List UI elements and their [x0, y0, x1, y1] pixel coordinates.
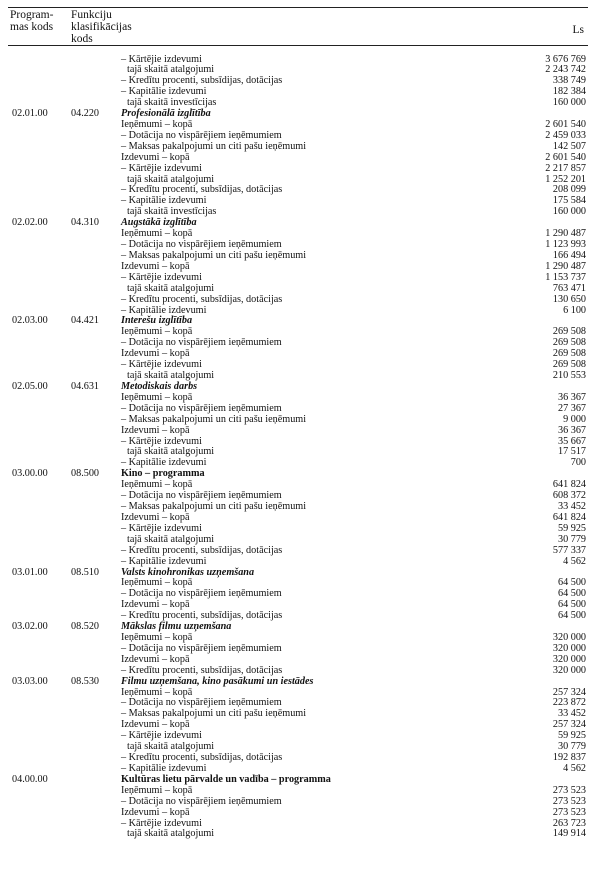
- section-row: [0, 218, 600, 229]
- table-row: [0, 284, 600, 295]
- row-label: Ieņēmumi – kopā: [121, 577, 193, 589]
- row-label: Profesionālā izglītība: [121, 108, 211, 120]
- row-label: – Dotācija no vispārējiem ieņēmumiem: [121, 795, 282, 807]
- table-row: [0, 797, 600, 808]
- section-row: [0, 109, 600, 120]
- row-label: Izdevumi – kopā: [121, 260, 190, 272]
- row-label: – Kapitālie izdevumi: [121, 304, 207, 316]
- row-value: 2 601 540: [545, 151, 586, 163]
- row-label: tajā skaitā atalgojumi: [127, 741, 215, 753]
- row-value: 6 100: [563, 304, 586, 316]
- row-label: Ieņēmumi – kopā: [121, 631, 193, 643]
- row-value: 263 723: [552, 817, 586, 829]
- row-value: 608 372: [552, 490, 586, 502]
- row-value: 320 000: [552, 631, 586, 643]
- table-row: [0, 196, 600, 207]
- table-row: [0, 829, 600, 840]
- row-label: – Dotācija no vispārējiem ieņēmumiem: [121, 490, 282, 502]
- header-rule: [8, 45, 588, 46]
- section-row: [0, 622, 600, 633]
- row-label: Kultūras lietu pārvalde un vadība – programma: [121, 773, 331, 785]
- function-code: 08.510: [71, 566, 100, 578]
- row-value: 130 650: [552, 293, 586, 305]
- row-label: – Kapitālie izdevumi: [121, 195, 207, 207]
- row-value: 2 243 742: [545, 64, 586, 76]
- table-row: [0, 349, 600, 360]
- program-code: 02.01.00: [12, 108, 48, 120]
- function-code: 04.421: [71, 315, 100, 327]
- table-row: [0, 644, 600, 655]
- row-value: 223 872: [552, 697, 586, 709]
- row-value: 59 925: [557, 730, 586, 742]
- header-currency: Ls: [572, 24, 584, 36]
- row-value: 192 837: [552, 752, 586, 764]
- row-value: 1 153 737: [545, 271, 586, 283]
- table-row: [0, 546, 600, 557]
- row-label: – Kārtējie izdevumi: [121, 271, 202, 283]
- row-value: 64 500: [557, 588, 586, 600]
- row-value: 269 508: [552, 359, 586, 371]
- row-label: – Maksas pakalpojumi un citi pašu ieņēmumi: [121, 140, 307, 152]
- header-function-code-line1: Funkciju: [71, 9, 112, 21]
- row-label: Ieņēmumi – kopā: [121, 686, 193, 698]
- table-row: [0, 480, 600, 491]
- row-label: Izdevumi – kopā: [121, 151, 190, 163]
- row-label: – Kredītu procenti, subsīdijas, dotācijas: [121, 664, 283, 676]
- row-label: – Kārtējie izdevumi: [121, 359, 202, 371]
- table-row: [0, 251, 600, 262]
- row-label: Filmu uzņemšana, kino pasākumi un iestādes: [121, 675, 314, 687]
- row-value: 269 508: [552, 348, 586, 360]
- row-value: 142 507: [552, 140, 586, 152]
- table-row: [0, 273, 600, 284]
- row-label: – Kredītu procenti, subsīdijas, dotācijas: [121, 75, 283, 87]
- table-row: [0, 819, 600, 830]
- row-label: Metodiskais darbs: [121, 380, 198, 392]
- table-row: [0, 557, 600, 568]
- row-value: 59 925: [557, 522, 586, 534]
- table-row: [0, 731, 600, 742]
- row-label: – Kārtējie izdevumi: [121, 53, 202, 65]
- row-label: – Kapitālie izdevumi: [121, 762, 207, 774]
- row-label: tajā skaitā atalgojumi: [127, 282, 215, 294]
- table-row: [0, 360, 600, 371]
- header-function-code-line2: klasifikācijas: [71, 21, 132, 33]
- program-code: 02.03.00: [12, 315, 48, 327]
- row-label: – Maksas pakalpojumi un citi pašu ieņēmumi: [121, 501, 307, 512]
- table-row: [0, 502, 600, 513]
- row-value: 641 824: [552, 479, 586, 491]
- row-label: Valsts kinohronikas uzņemšana: [121, 566, 255, 578]
- row-label: – Kredītu procenti, subsīdijas, dotācijas: [121, 544, 283, 556]
- function-code: 04.631: [71, 380, 100, 392]
- table-row: [0, 808, 600, 819]
- section-row: [0, 677, 600, 688]
- row-value: 269 508: [552, 326, 586, 338]
- row-label: Ieņēmumi – kopā: [121, 391, 193, 403]
- row-label: tajā skaitā atalgojumi: [127, 370, 215, 382]
- top-rule: [8, 7, 588, 8]
- row-value: 273 523: [552, 784, 586, 796]
- row-label: Mākslas filmu uzņemšana: [121, 621, 232, 633]
- table-row: [0, 709, 600, 720]
- program-code: 02.02.00: [12, 217, 48, 229]
- row-label: Izdevumi – kopā: [121, 806, 190, 818]
- table-row: [0, 426, 600, 437]
- table-row: [0, 688, 600, 699]
- section-row: [0, 316, 600, 327]
- row-value: 35 667: [557, 435, 586, 447]
- row-value: 9 000: [563, 413, 586, 425]
- row-value: 160 000: [552, 206, 586, 218]
- row-label: tajā skaitā investīcijas: [127, 206, 217, 218]
- section-row: [0, 382, 600, 393]
- row-label: tajā skaitā atalgojumi: [127, 173, 215, 185]
- program-code: 04.00.00: [12, 773, 48, 785]
- row-value: 1 290 487: [545, 260, 586, 272]
- row-label: – Kārtējie izdevumi: [121, 817, 202, 829]
- row-label: – Kapitālie izdevumi: [121, 457, 207, 469]
- table-row: [0, 578, 600, 589]
- row-label: – Maksas pakalpojumi un citi pašu ieņēmumi: [121, 413, 307, 425]
- row-value: 33 452: [557, 708, 586, 720]
- row-label: – Kārtējie izdevumi: [121, 730, 202, 742]
- row-value: 3 676 769: [545, 53, 586, 65]
- program-code: 02.05.00: [12, 380, 48, 392]
- table-row: [0, 393, 600, 404]
- table-row: [0, 666, 600, 677]
- row-value: 149 914: [552, 828, 586, 840]
- row-label: Izdevumi – kopā: [121, 653, 190, 665]
- row-value: 1 290 487: [545, 228, 586, 240]
- table-row: [0, 327, 600, 338]
- table-row: [0, 753, 600, 764]
- row-value: 4 562: [563, 762, 586, 774]
- row-value: 257 324: [552, 719, 586, 731]
- function-code: 04.310: [71, 217, 100, 229]
- row-label: tajā skaitā atalgojumi: [127, 533, 215, 545]
- row-label: Izdevumi – kopā: [121, 599, 190, 611]
- row-label: – Kapitālie izdevumi: [121, 555, 207, 567]
- row-label: – Dotācija no vispārējiem ieņēmumiem: [121, 697, 282, 709]
- row-label: Izdevumi – kopā: [121, 719, 190, 731]
- header-program-code-line2: mas kods: [10, 21, 54, 33]
- table-row: [0, 720, 600, 731]
- row-label: – Kredītu procenti, subsīdijas, dotācijas: [121, 610, 283, 622]
- row-value: 182 384: [552, 86, 586, 98]
- row-value: 175 584: [552, 195, 586, 207]
- table-row: [0, 120, 600, 131]
- row-value: 64 500: [557, 599, 586, 611]
- table-row: [0, 415, 600, 426]
- row-label: Izdevumi – kopā: [121, 348, 190, 360]
- row-label: tajā skaitā atalgojumi: [127, 64, 215, 76]
- row-value: 2 217 857: [545, 162, 586, 174]
- row-label: Izdevumi – kopā: [121, 511, 190, 523]
- section-row: [0, 775, 600, 786]
- table-row: [0, 229, 600, 240]
- row-value: 4 562: [563, 555, 586, 567]
- row-label: – Kredītu procenti, subsīdijas, dotācijas: [121, 184, 283, 196]
- table-row: [0, 295, 600, 306]
- header-program-code-line1: Program-: [10, 9, 54, 21]
- row-label: Ieņēmumi – kopā: [121, 118, 193, 130]
- table-row: [0, 338, 600, 349]
- row-label: – Kārtējie izdevumi: [121, 162, 202, 174]
- row-value: 17 517: [557, 446, 586, 458]
- header-function-code-line3: kods: [71, 33, 93, 45]
- row-label: – Maksas pakalpojumi un citi pašu ieņēmumi: [121, 708, 307, 720]
- row-label: – Kredītu procenti, subsīdijas, dotācijas: [121, 752, 283, 764]
- row-value: 2 601 540: [545, 118, 586, 130]
- row-label: Kino – programma: [121, 468, 205, 480]
- header-function-code: [71, 9, 132, 45]
- row-label: – Dotācija no vispārējiem ieņēmumiem: [121, 129, 282, 141]
- program-code: 03.03.00: [12, 675, 48, 687]
- table-row: [0, 87, 600, 98]
- row-value: 320 000: [552, 664, 586, 676]
- table-row: [0, 185, 600, 196]
- table-row: [0, 447, 600, 458]
- table-row: [0, 153, 600, 164]
- row-label: Ieņēmumi – kopā: [121, 784, 193, 796]
- row-value: 30 779: [557, 741, 586, 753]
- row-label: tajā skaitā atalgojumi: [127, 828, 215, 840]
- row-value: 64 500: [557, 577, 586, 589]
- row-value: 257 324: [552, 686, 586, 698]
- row-value: 269 508: [552, 337, 586, 349]
- row-value: 641 824: [552, 511, 586, 523]
- row-value: 2 459 033: [545, 129, 586, 141]
- row-value: 320 000: [552, 642, 586, 654]
- table-row: [0, 437, 600, 448]
- row-value: 208 099: [552, 184, 586, 196]
- row-value: 273 523: [552, 806, 586, 818]
- row-label: – Dotācija no vispārējiem ieņēmumiem: [121, 239, 282, 251]
- table-row: [0, 535, 600, 546]
- table-row: [0, 589, 600, 600]
- program-code: 03.02.00: [12, 621, 48, 633]
- table-row: [0, 262, 600, 273]
- function-code: 04.220: [71, 108, 100, 120]
- header-program-code: [10, 9, 53, 33]
- row-label: – Dotācija no vispārējiem ieņēmumiem: [121, 588, 282, 600]
- row-label: Ieņēmumi – kopā: [121, 326, 193, 338]
- table-row: [0, 55, 600, 66]
- row-label: – Kapitālie izdevumi: [121, 86, 207, 98]
- row-value: 338 749: [552, 75, 586, 87]
- row-label: – Dotācija no vispārējiem ieņēmumiem: [121, 402, 282, 414]
- row-value: 320 000: [552, 653, 586, 665]
- row-value: 210 553: [552, 370, 586, 382]
- row-label: tajā skaitā investīcijas: [127, 97, 217, 109]
- row-label: – Kārtējie izdevumi: [121, 435, 202, 447]
- row-value: 700: [570, 457, 586, 469]
- row-value: 273 523: [552, 795, 586, 807]
- table-row: [0, 786, 600, 797]
- section-row: [0, 568, 600, 579]
- table-row: [0, 513, 600, 524]
- row-label: – Kredītu procenti, subsīdijas, dotācijas: [121, 293, 283, 305]
- row-label: Ieņēmumi – kopā: [121, 228, 193, 240]
- table-row: [0, 655, 600, 666]
- table-row: [0, 175, 600, 186]
- row-label: Ieņēmumi – kopā: [121, 479, 193, 491]
- row-label: – Maksas pakalpojumi un citi pašu ieņēmumi: [121, 249, 307, 261]
- function-code: 08.500: [71, 468, 100, 480]
- row-value: 166 494: [552, 249, 586, 261]
- table-row: [0, 633, 600, 644]
- row-value: 1 252 201: [545, 173, 586, 185]
- program-code: 03.00.00: [12, 468, 48, 480]
- row-value: 64 500: [557, 610, 586, 622]
- table-row: [0, 164, 600, 175]
- row-label: – Dotācija no vispārējiem ieņēmumiem: [121, 337, 282, 349]
- program-code: 03.01.00: [12, 566, 48, 578]
- row-value: 33 452: [557, 501, 586, 512]
- table-row: [0, 142, 600, 153]
- row-label: Augstākā izglītība: [121, 217, 197, 229]
- table-row: [0, 76, 600, 87]
- table-row: [0, 600, 600, 611]
- table-row: [0, 524, 600, 535]
- row-value: 27 367: [557, 402, 586, 414]
- row-label: Izdevumi – kopā: [121, 424, 190, 436]
- row-label: – Kārtējie izdevumi: [121, 522, 202, 534]
- row-value: 577 337: [552, 544, 586, 556]
- row-value: 30 779: [557, 533, 586, 545]
- section-row: [0, 469, 600, 480]
- row-value: 160 000: [552, 97, 586, 109]
- table-row: [0, 65, 600, 76]
- row-value: 763 471: [552, 282, 586, 294]
- row-value: 36 367: [557, 391, 586, 403]
- table-row: [0, 742, 600, 753]
- row-value: 1 123 993: [545, 239, 586, 251]
- row-label: Interešu izglītība: [121, 315, 193, 327]
- function-code: 08.520: [71, 621, 100, 633]
- row-value: 36 367: [557, 424, 586, 436]
- row-label: – Dotācija no vispārējiem ieņēmumiem: [121, 642, 282, 654]
- function-code: 08.530: [71, 675, 100, 687]
- row-label: tajā skaitā atalgojumi: [127, 446, 215, 458]
